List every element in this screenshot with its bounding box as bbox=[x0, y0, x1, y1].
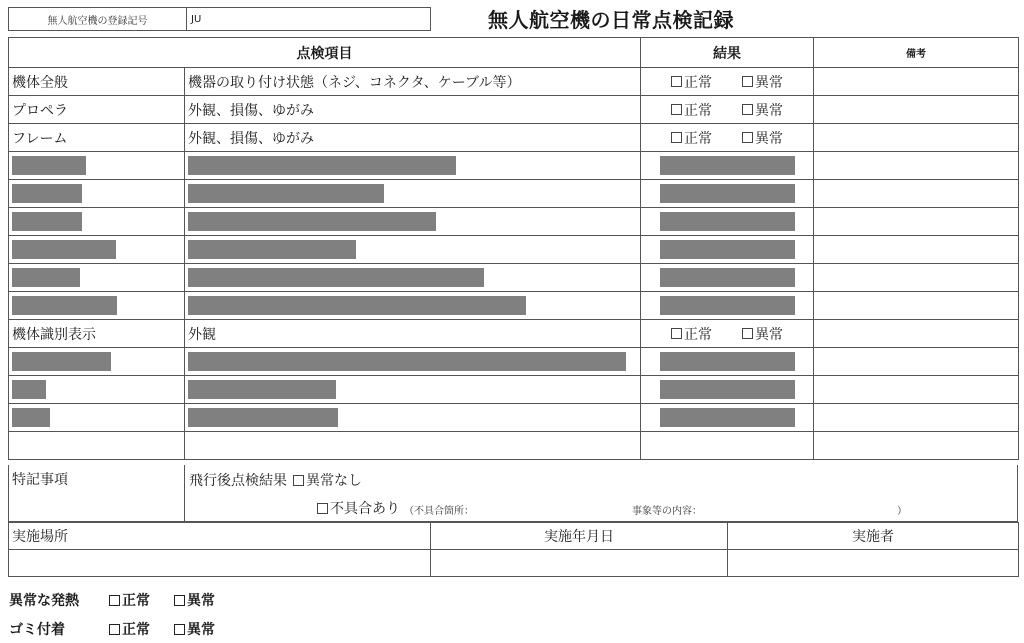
checkbox-icon bbox=[317, 503, 328, 514]
normal-checkbox[interactable] bbox=[671, 324, 712, 344]
notes-field[interactable] bbox=[814, 124, 1019, 152]
dust-abnormal-checkbox[interactable] bbox=[174, 619, 215, 639]
date-field[interactable] bbox=[431, 550, 728, 577]
result-cell bbox=[641, 96, 814, 124]
table-row bbox=[9, 152, 1019, 180]
inspection-category: 機体全般 bbox=[9, 68, 185, 96]
result-cell bbox=[641, 68, 814, 96]
normal-label: 正常 bbox=[684, 130, 712, 147]
no-abnormality-checkbox[interactable] bbox=[293, 470, 362, 490]
checkbox-icon bbox=[742, 132, 753, 143]
table-header-row bbox=[9, 38, 1019, 68]
registration-box bbox=[8, 7, 431, 31]
inspection-category bbox=[9, 236, 185, 264]
event-content-label: 事象等の内容： bbox=[632, 505, 702, 517]
redacted-block bbox=[660, 408, 795, 427]
checkbox-icon bbox=[671, 328, 682, 339]
inspection-category: プロペラ bbox=[9, 96, 185, 124]
normal-label: 正常 bbox=[684, 74, 712, 91]
inspection-detail bbox=[185, 180, 641, 208]
redacted-block bbox=[660, 156, 795, 175]
redacted-block bbox=[188, 212, 436, 231]
inspection-category bbox=[9, 152, 185, 180]
inspection-category bbox=[9, 376, 185, 404]
checkbox-icon bbox=[671, 104, 682, 115]
extra-check-dust bbox=[9, 619, 239, 639]
place-field[interactable] bbox=[9, 550, 431, 577]
result-cell bbox=[641, 320, 814, 348]
extra-check-heat bbox=[9, 590, 239, 610]
redacted-block bbox=[188, 268, 484, 287]
document-title: 無人航空機の日常点検記録 bbox=[488, 8, 734, 32]
remarks-label: 特記事項 bbox=[9, 465, 185, 521]
inspection-table bbox=[8, 37, 1019, 460]
inspector-field[interactable] bbox=[728, 550, 1019, 577]
date-label: 実施年月日 bbox=[431, 523, 728, 550]
result-cell bbox=[641, 180, 814, 208]
abnormal-label: 異常 bbox=[187, 622, 215, 638]
notes-field[interactable] bbox=[814, 96, 1019, 124]
table-row bbox=[9, 208, 1019, 236]
redacted-block bbox=[12, 240, 116, 259]
notes-field[interactable] bbox=[814, 152, 1019, 180]
abnormal-label: 異常 bbox=[755, 326, 783, 343]
defect-location-label: （不具合箇所： bbox=[404, 505, 474, 517]
inspection-category bbox=[9, 292, 185, 320]
normal-checkbox[interactable] bbox=[671, 100, 712, 120]
inspection-detail: 外観、損傷、ゆがみ bbox=[185, 96, 641, 124]
inspection-detail: 外観 bbox=[185, 320, 641, 348]
checkbox-icon bbox=[671, 76, 682, 87]
redacted-block bbox=[188, 296, 526, 315]
notes-field[interactable] bbox=[814, 68, 1019, 96]
table-row bbox=[9, 180, 1019, 208]
table-row bbox=[9, 320, 1019, 348]
footer-value-row bbox=[9, 550, 1019, 577]
redacted-block bbox=[660, 212, 795, 231]
redacted-block bbox=[12, 352, 111, 371]
defect-present-checkbox[interactable] bbox=[317, 498, 400, 518]
notes-field[interactable] bbox=[814, 292, 1019, 320]
table-row bbox=[9, 124, 1019, 152]
inspection-detail bbox=[185, 152, 641, 180]
redacted-block bbox=[660, 268, 795, 287]
result-cell bbox=[641, 432, 814, 460]
normal-label: 正常 bbox=[122, 593, 150, 609]
footer-table bbox=[8, 522, 1019, 577]
extra-check-label: ゴミ付着 bbox=[9, 622, 65, 638]
inspection-category: フレーム bbox=[9, 124, 185, 152]
redacted-block bbox=[660, 352, 795, 371]
inspection-category bbox=[9, 264, 185, 292]
result-cell bbox=[641, 208, 814, 236]
inspection-category bbox=[9, 432, 185, 460]
inspection-detail bbox=[185, 376, 641, 404]
inspection-detail: 外観、損傷、ゆがみ bbox=[185, 124, 641, 152]
result-cell bbox=[641, 376, 814, 404]
redacted-block bbox=[188, 240, 356, 259]
abnormal-label: 異常 bbox=[755, 130, 783, 147]
inspection-category bbox=[9, 180, 185, 208]
result-cell bbox=[641, 152, 814, 180]
result-cell bbox=[641, 264, 814, 292]
column-header-item: 点検項目 bbox=[9, 38, 641, 68]
normal-checkbox[interactable] bbox=[671, 72, 712, 92]
abnormal-checkbox[interactable] bbox=[742, 100, 783, 120]
checkbox-icon bbox=[109, 595, 120, 606]
notes-field[interactable] bbox=[814, 348, 1019, 376]
redacted-block bbox=[188, 408, 338, 427]
table-row bbox=[9, 264, 1019, 292]
inspection-detail bbox=[185, 264, 641, 292]
inspection-detail bbox=[185, 348, 641, 376]
remarks-section bbox=[8, 465, 1018, 522]
inspection-category: 機体識別表示 bbox=[9, 320, 185, 348]
checkbox-icon bbox=[671, 132, 682, 143]
inspection-detail bbox=[185, 236, 641, 264]
normal-label: 正常 bbox=[122, 622, 150, 638]
post-flight-label: 飛行後点検結果 bbox=[189, 473, 287, 489]
notes-field[interactable] bbox=[814, 320, 1019, 348]
redacted-block bbox=[188, 352, 626, 371]
dust-normal-checkbox[interactable] bbox=[109, 619, 150, 639]
table-row bbox=[9, 404, 1019, 432]
table-row bbox=[9, 292, 1019, 320]
result-cell bbox=[641, 124, 814, 152]
defect-line bbox=[317, 498, 907, 518]
result-cell bbox=[641, 348, 814, 376]
checkbox-icon bbox=[293, 475, 304, 486]
place-label: 実施場所 bbox=[9, 523, 431, 550]
result-cell bbox=[641, 236, 814, 264]
checkbox-icon bbox=[742, 104, 753, 115]
normal-label: 正常 bbox=[684, 326, 712, 343]
redacted-block bbox=[188, 156, 456, 175]
inspection-category bbox=[9, 348, 185, 376]
notes-field[interactable] bbox=[814, 236, 1019, 264]
redacted-block bbox=[12, 296, 117, 315]
redacted-block bbox=[660, 296, 795, 315]
inspection-detail bbox=[185, 292, 641, 320]
redacted-block bbox=[660, 184, 795, 203]
redacted-block bbox=[188, 184, 384, 203]
result-cell bbox=[641, 292, 814, 320]
heat-abnormal-checkbox[interactable] bbox=[174, 590, 215, 610]
registration-label: 無人航空機の登録記号 bbox=[9, 8, 187, 30]
checkbox-icon bbox=[109, 624, 120, 635]
redacted-block bbox=[12, 184, 82, 203]
inspection-category bbox=[9, 208, 185, 236]
remarks-body bbox=[185, 465, 1017, 521]
inspection-category bbox=[9, 404, 185, 432]
redacted-block bbox=[12, 212, 82, 231]
checkbox-icon bbox=[742, 328, 753, 339]
redacted-block bbox=[660, 240, 795, 259]
notes-field[interactable] bbox=[814, 264, 1019, 292]
redacted-block bbox=[12, 380, 46, 399]
footer-header-row bbox=[9, 523, 1019, 550]
close-paren: ） bbox=[897, 505, 907, 517]
abnormal-checkbox[interactable] bbox=[742, 128, 783, 148]
extra-check-label: 異常な発熱 bbox=[9, 593, 79, 609]
inspection-detail bbox=[185, 208, 641, 236]
inspector-label: 実施者 bbox=[728, 523, 1019, 550]
abnormal-label: 異常 bbox=[187, 593, 215, 609]
table-row bbox=[9, 96, 1019, 124]
notes-field[interactable] bbox=[814, 208, 1019, 236]
normal-checkbox[interactable] bbox=[671, 128, 712, 148]
checkbox-icon bbox=[174, 624, 185, 635]
no-abnormality-label: 異常なし bbox=[306, 473, 362, 489]
checkbox-icon bbox=[174, 595, 185, 606]
notes-field[interactable] bbox=[814, 404, 1019, 432]
abnormal-checkbox[interactable] bbox=[742, 324, 783, 344]
inspection-detail bbox=[185, 432, 641, 460]
defect-present-label: 不具合あり bbox=[330, 501, 400, 517]
redacted-block bbox=[660, 380, 795, 399]
inspection-detail bbox=[185, 404, 641, 432]
column-header-notes: 備考 bbox=[814, 38, 1019, 68]
abnormal-label: 異常 bbox=[755, 74, 783, 91]
heat-normal-checkbox[interactable] bbox=[109, 590, 150, 610]
redacted-block bbox=[12, 408, 50, 427]
post-flight-line bbox=[189, 470, 362, 490]
table-row bbox=[9, 376, 1019, 404]
normal-label: 正常 bbox=[684, 102, 712, 119]
inspection-detail: 機器の取り付け状態（ネジ、コネクタ、ケーブル等） bbox=[185, 68, 641, 96]
registration-field[interactable]: JU bbox=[191, 13, 202, 25]
abnormal-checkbox[interactable] bbox=[742, 72, 783, 92]
result-cell bbox=[641, 404, 814, 432]
abnormal-label: 異常 bbox=[755, 102, 783, 119]
table-row bbox=[9, 348, 1019, 376]
notes-field[interactable] bbox=[814, 432, 1019, 460]
checkbox-icon bbox=[742, 76, 753, 87]
column-header-result: 結果 bbox=[641, 38, 814, 68]
redacted-block bbox=[188, 380, 336, 399]
table-row bbox=[9, 68, 1019, 96]
notes-field[interactable] bbox=[814, 376, 1019, 404]
redacted-block bbox=[12, 156, 86, 175]
redacted-block bbox=[12, 268, 80, 287]
table-row bbox=[9, 236, 1019, 264]
notes-field[interactable] bbox=[814, 180, 1019, 208]
table-row bbox=[9, 432, 1019, 460]
